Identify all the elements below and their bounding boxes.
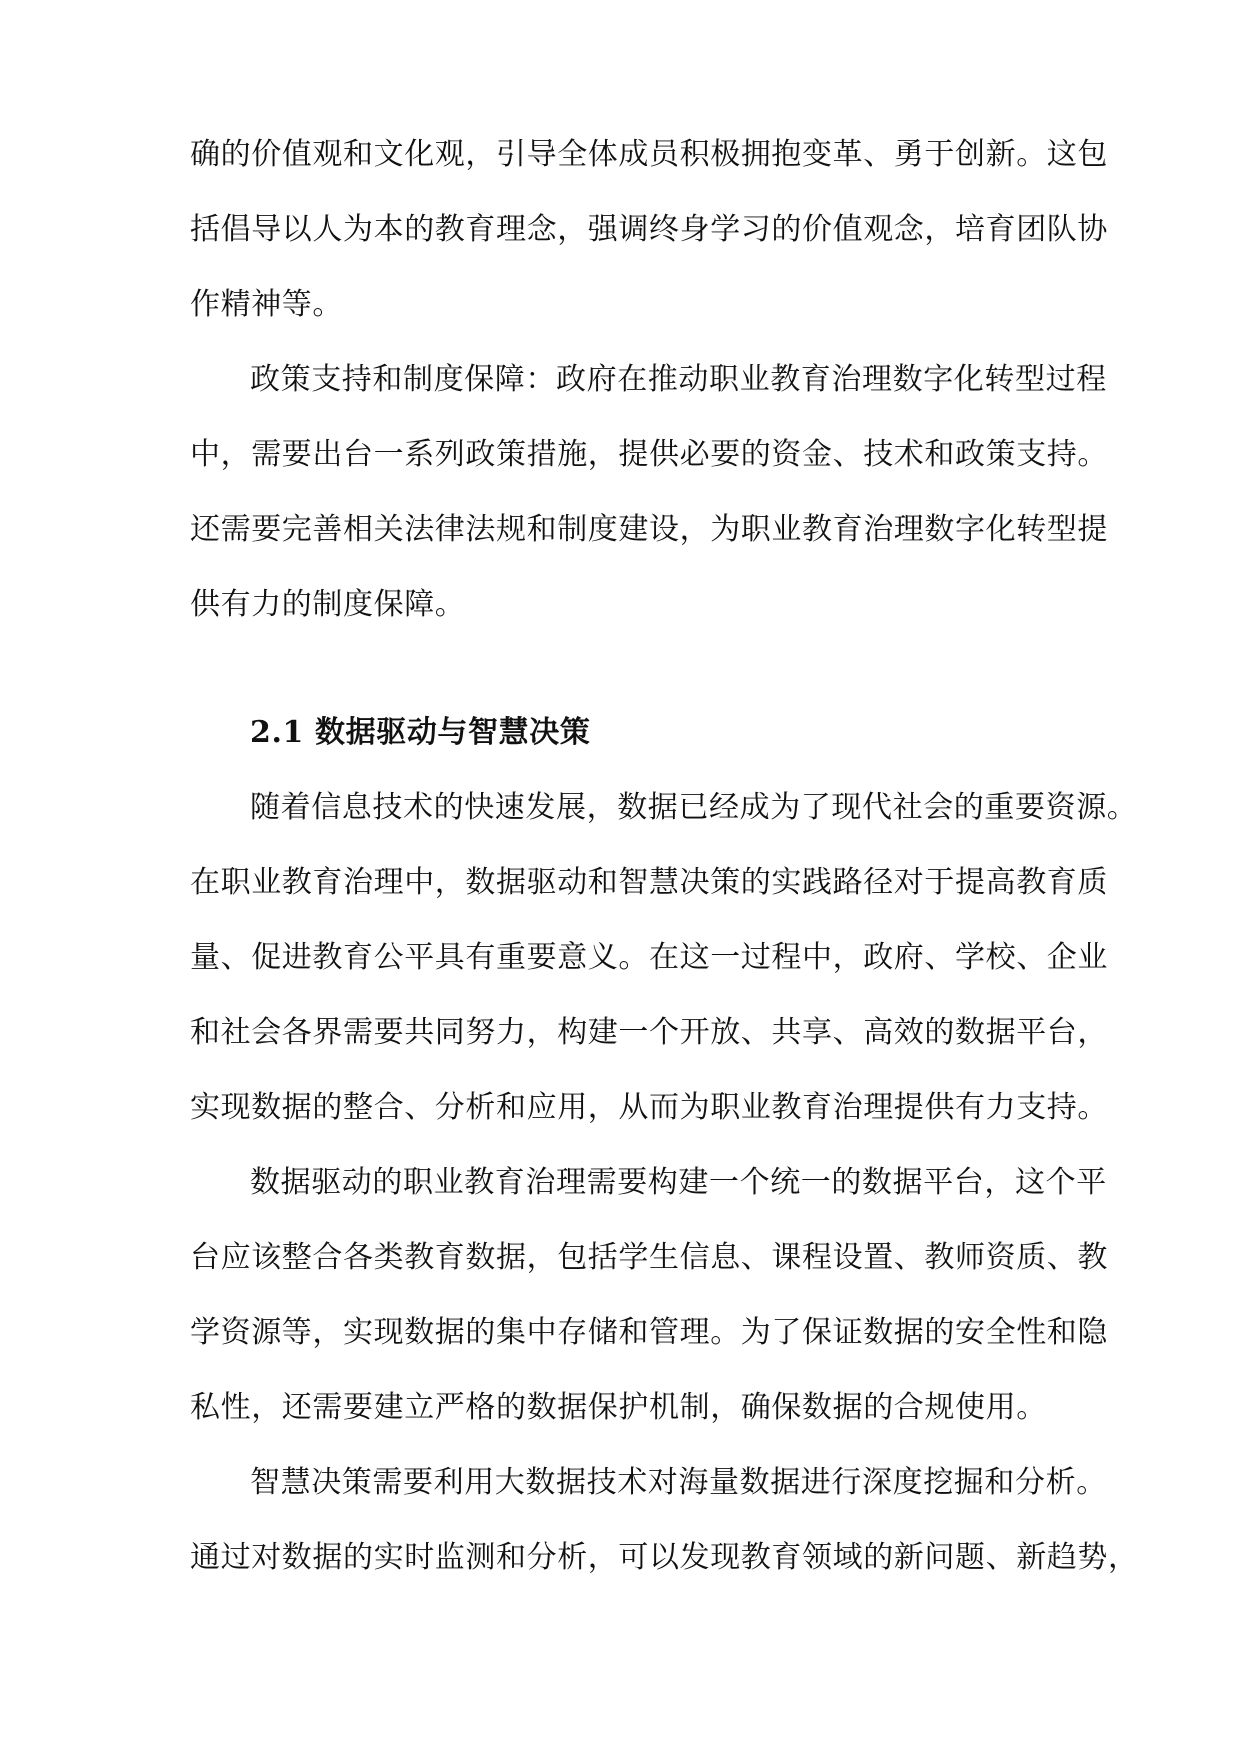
text-line: 括倡导以人为本的教育理念，强调终身学习的价值观念，培育团队协 <box>190 212 1108 247</box>
text-line: 随着信息技术的快速发展，数据已经成为了现代社会的重要资源。 <box>250 790 1138 825</box>
section-heading: 2.1 数据驱动与智慧决策 <box>250 715 591 750</box>
text-line: 数据驱动的职业教育治理需要构建一个统一的数据平台，这个平 <box>250 1165 1107 1200</box>
text-line: 作精神等。 <box>190 287 343 322</box>
text-line: 私性，还需要建立严格的数据保护机制，确保数据的合规使用。 <box>190 1390 1047 1425</box>
text-line: 台应该整合各类教育数据，包括学生信息、课程设置、教师资质、教 <box>190 1240 1108 1275</box>
text-line: 中，需要出台一系列政策措施，提供必要的资金、技术和政策支持。 <box>190 437 1108 472</box>
text-line: 政策支持和制度保障：政府在推动职业教育治理数字化转型过程 <box>250 362 1107 397</box>
text-line: 通过对数据的实时监测和分析，可以发现教育领域的新问题、新趋势， <box>190 1540 1139 1575</box>
text-line: 学资源等，实现数据的集中存储和管理。为了保证数据的安全性和隐 <box>190 1315 1108 1350</box>
text-line: 确的价值观和文化观，引导全体成员积极拥抱变革、勇于创新。这包 <box>190 137 1108 172</box>
text-line: 实现数据的整合、分析和应用，从而为职业教育治理提供有力支持。 <box>190 1090 1108 1125</box>
text-line: 智慧决策需要利用大数据技术对海量数据进行深度挖掘和分析。 <box>250 1465 1107 1500</box>
text-line: 还需要完善相关法律法规和制度建设，为职业教育治理数字化转型提 <box>190 512 1108 547</box>
text-line: 量、促进教育公平具有重要意义。在这一过程中，政府、学校、企业 <box>190 940 1108 975</box>
text-line: 在职业教育治理中，数据驱动和智慧决策的实践路径对于提高教育质 <box>190 865 1108 900</box>
text-line: 和社会各界需要共同努力，构建一个开放、共享、高效的数据平台， <box>190 1015 1108 1050</box>
text-line: 供有力的制度保障。 <box>190 587 466 622</box>
